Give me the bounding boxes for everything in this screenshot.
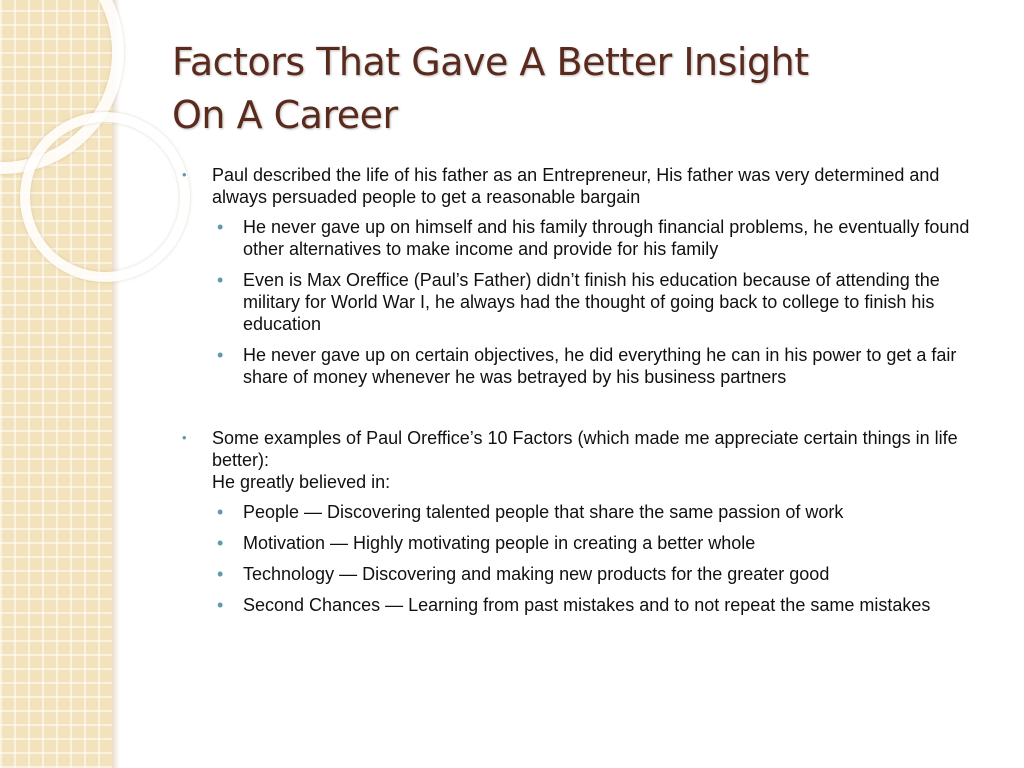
sub-bullet-text: He never gave up on certain objectives, he did everything he can in his power to get a fair share of money whenever he was betrayed by his business partners	[243, 345, 957, 387]
sub-bullet-item	[212, 344, 992, 388]
sub-bullet-dot: •	[217, 345, 224, 365]
sub-bullet-list	[212, 216, 992, 388]
bullet-text: Paul described the life of his father as an Entrepreneur, His father was very determined and always persuaded people to get a reasonable bargain	[212, 165, 940, 207]
sub-bullet-list	[212, 501, 992, 616]
sub-bullet-text: Second Chances — Learning from past mistakes and to not repeat the same mistakes	[243, 595, 931, 615]
sub-bullet-text: He never gave up on himself and his family through financial problems, he eventually found other alternatives to make income and provide for his family	[243, 217, 970, 259]
title-line-2: On A Career	[172, 93, 398, 137]
sub-bullet-text: Even is Max Oreffice (Paul’s Father) didn’t finish his education because of attending the military for World War I, he always had the thought of going back to college to finish his education	[243, 270, 940, 334]
sub-bullet-text: Motivation — Highly motivating people in creating a better whole	[243, 533, 756, 553]
bullet-text: Some examples of Paul Oreffice’s 10 Factors (which made me appreciate certain things in life better):	[212, 428, 958, 470]
sub-bullet-dot: •	[217, 270, 224, 290]
sub-bullet-dot: •	[217, 595, 224, 615]
sub-bullet-item	[212, 216, 992, 260]
spacer	[182, 397, 992, 427]
sub-bullet-dot: •	[217, 533, 224, 553]
sub-bullet-item	[212, 501, 992, 523]
sub-bullet-item	[212, 594, 992, 616]
title-line-1: Factors That Gave A Better Insight	[172, 40, 809, 84]
bullet-father-life	[182, 164, 992, 388]
bullet-ten-factors	[182, 427, 992, 616]
sub-bullet-item	[212, 563, 992, 585]
sub-bullet-text: Technology — Discovering and making new products for the greater good	[243, 564, 830, 584]
slide-body	[182, 164, 992, 625]
sub-bullet-dot: •	[217, 502, 224, 522]
sub-bullet-text: People — Discovering talented people that share the same passion of work	[243, 502, 844, 522]
bullet-dot: •	[182, 430, 187, 445]
sub-bullet-dot: •	[217, 217, 224, 237]
decorative-ring-middle	[20, 112, 190, 282]
sub-bullet-dot: •	[217, 564, 224, 584]
slide-title	[172, 36, 972, 142]
sub-bullet-item	[212, 532, 992, 554]
bullet-dot: •	[182, 167, 187, 182]
bullet-text-line-2: He greatly believed in:	[212, 472, 391, 492]
sub-bullet-item	[212, 269, 992, 335]
